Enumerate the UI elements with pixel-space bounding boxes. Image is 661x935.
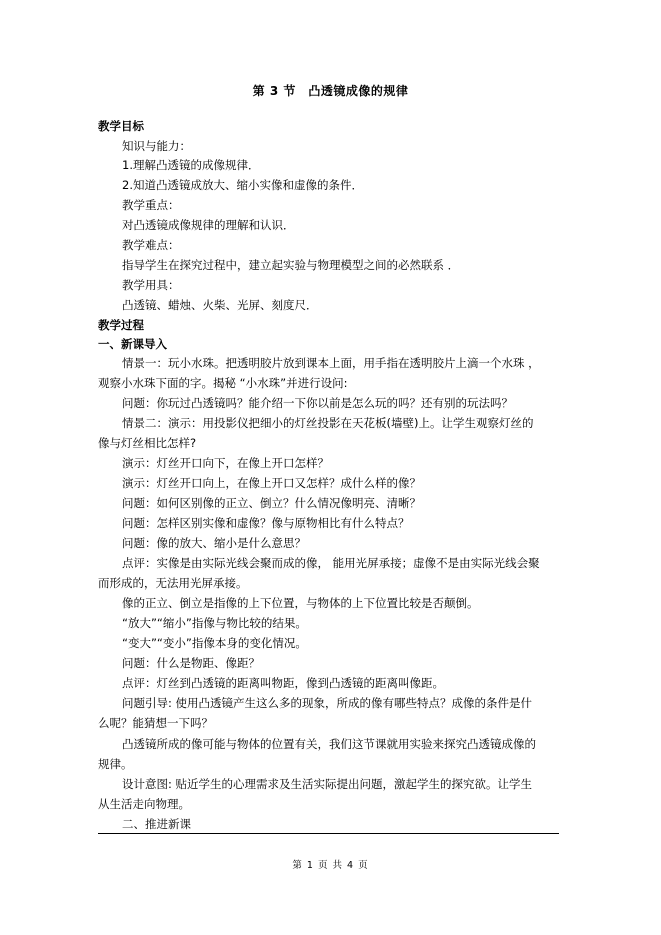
tools-text: 凸透镜、蜡烛、火柴、光屏、刻度尺． bbox=[122, 298, 318, 312]
body-line: 演示：灯丝开口向上，在像上开口又怎样？成什么样的像？ bbox=[122, 476, 421, 490]
body-line: 问题：怎样区别实像和虚像？像与原物相比有什么特点？ bbox=[122, 516, 410, 530]
body-line: “放大”“缩小”指像与物比较的结果。 bbox=[122, 616, 307, 630]
process-heading: 教学过程 bbox=[98, 318, 144, 332]
body-line: 设计意图: 贴近学生的心理需求及生活实际提出问题，激起学生的探究欲。让学生 bbox=[122, 777, 533, 791]
objectives-heading: 教学目标 bbox=[98, 119, 144, 133]
body-line: 点评：实像是由实际光线会聚而成的像， 能用光屏承接；虚像不是由实际光线会聚 bbox=[122, 556, 540, 570]
body-line: 问题引导: 使用凸透镜产生这么多的现象，所成的像有哪些特点？成像的条件是什 bbox=[122, 696, 533, 710]
body-line: 凸透镜所成的像可能与物体的位置有关，我们这节课就用实验来探究凸透镜成像的 bbox=[122, 737, 536, 751]
body-line: 像与灯丝相比怎样? bbox=[98, 436, 197, 450]
tools-label: 教学用具： bbox=[122, 278, 180, 292]
body-line: 情景二：演示：用投影仪把细小的灯丝投影在天花板(墙壁)上。让学生观察灯丝的 bbox=[122, 416, 534, 430]
body-line: 问题：你玩过凸透镜吗？能介绍一下你以前是怎么玩的吗？还有别的玩法吗？ bbox=[122, 396, 513, 410]
body-line: 规律。 bbox=[98, 757, 133, 771]
difficulty-text: 指导学生在探究过程中，建立起实验与物理模型之间的必然联系 ． bbox=[122, 258, 460, 272]
body-line: 从生活走向物理。 bbox=[98, 797, 190, 811]
body-line: 观察小水珠下面的字。揭秘 “小水珠”并进行设问: bbox=[98, 376, 348, 390]
body-line: “变大”“变小”指像本身的变化情况。 bbox=[122, 636, 307, 650]
knowledge-label: 知识与能力： bbox=[122, 139, 191, 153]
key-point-text: 对凸透镜成像规律的理解和认识． bbox=[122, 218, 295, 232]
difficulty-label: 教学难点： bbox=[122, 238, 180, 252]
key-point-label: 教学重点： bbox=[122, 198, 180, 212]
body-line: 问题：像的放大、缩小是什么意思？ bbox=[122, 536, 306, 550]
section-heading: 一、新课导入 bbox=[98, 337, 167, 351]
footer-divider bbox=[98, 833, 559, 834]
body-line: 问题：如何区别像的正立、倒立？什么情况像明亮、清晰？ bbox=[122, 496, 421, 510]
body-line: 情景一：玩小水珠。把透明胶片放到课本上面，用手指在透明胶片上滴一个水珠 ， bbox=[122, 356, 540, 370]
knowledge-item: 1.理解凸透镜的成像规律． bbox=[122, 158, 260, 172]
knowledge-item: 2.知道凸透镜成放大、缩小实像和虚像的条件． bbox=[122, 178, 363, 192]
body-line: 演示：灯丝开口向下，在像上开口怎样？ bbox=[122, 456, 329, 470]
body-line: 像的正立、倒立是指像的上下位置，与物体的上下位置比较是否颠倒。 bbox=[122, 596, 479, 610]
body-line: 么呢？能猜想一下吗？ bbox=[98, 716, 213, 730]
body-line: 点评：灯丝到凸透镜的距离叫物距，像到凸透镜的距离叫像距。 bbox=[122, 676, 444, 690]
page-footer: 第 1 页 共 4 页 bbox=[292, 860, 369, 871]
document-title: 第 3 节 凸透镜成像的规律 bbox=[252, 84, 409, 98]
body-line: 而形成的，无法用光屏承接。 bbox=[98, 576, 248, 590]
body-line: 问题：什么是物距、像距？ bbox=[122, 656, 260, 670]
section-heading: 二、推进新课 bbox=[122, 817, 191, 831]
